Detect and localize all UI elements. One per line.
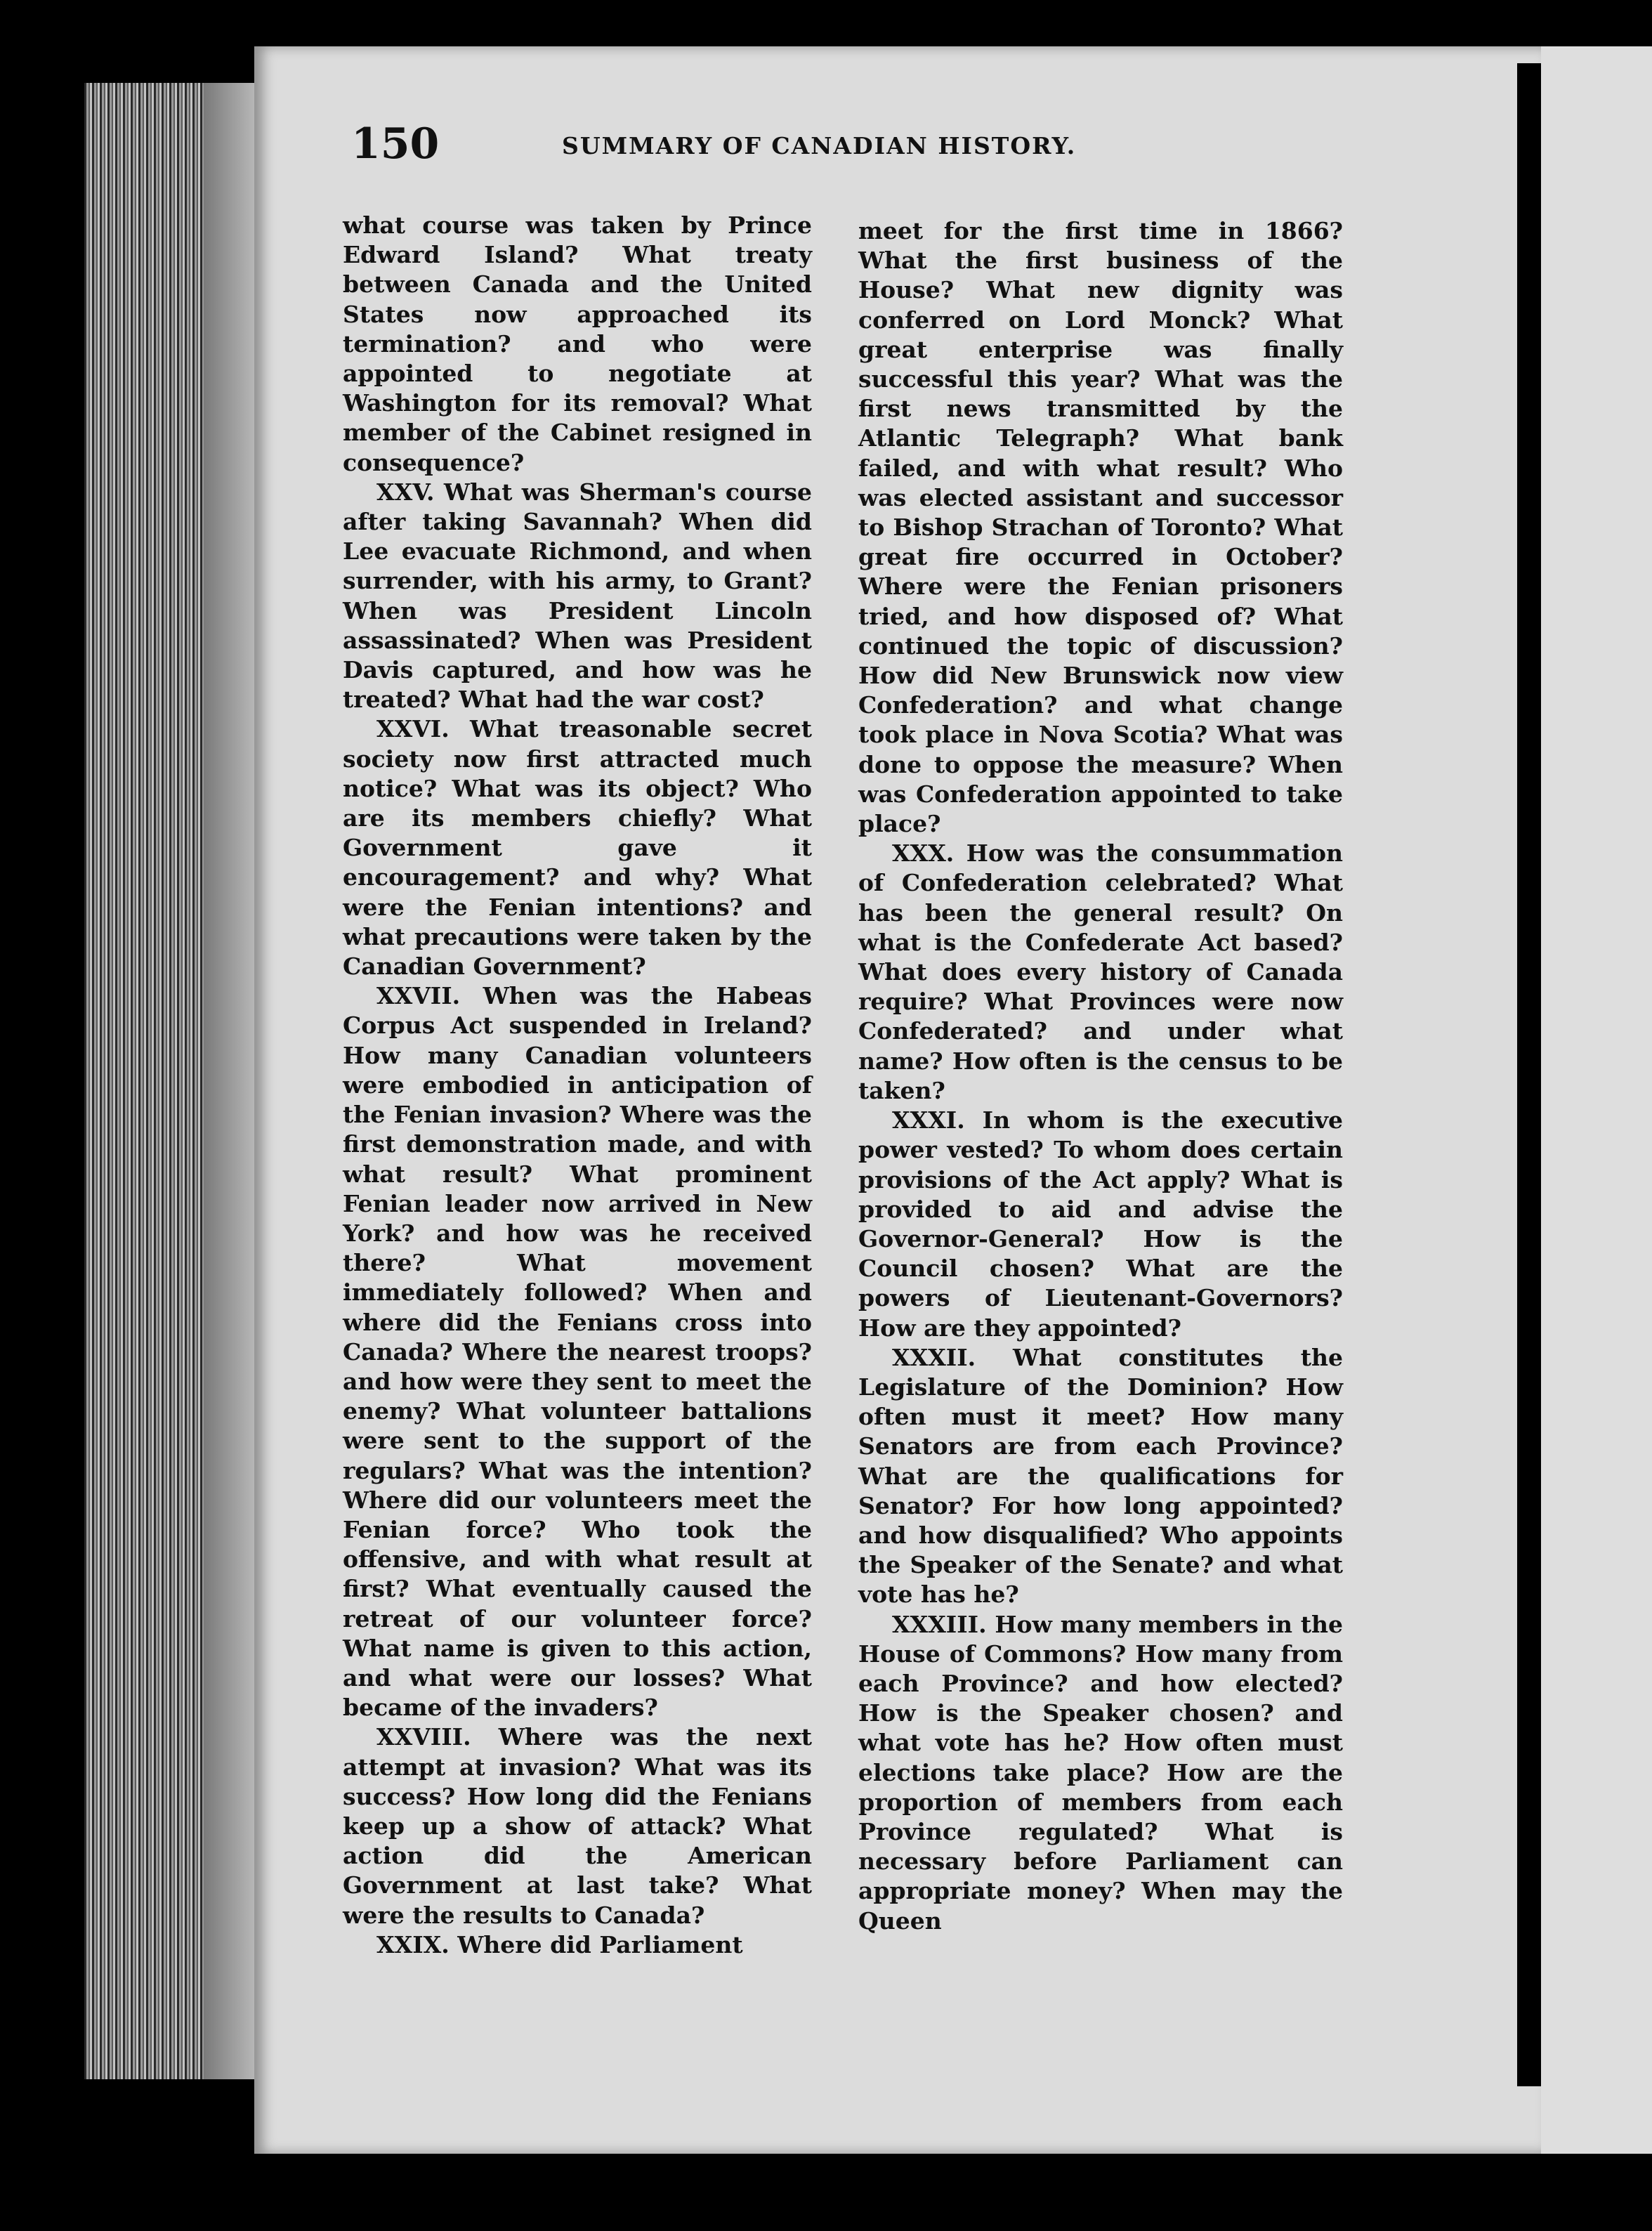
text-column-left bbox=[343, 211, 812, 1960]
section-xxxi: XXXI. In whom is the executive power vested? To whom does certain provisions of the Act apply? What is provided to aid and advise the Governor-General? How is the Council chosen? What are the powers of Lieutenant-Governors? How are they appointed? bbox=[858, 1106, 1343, 1342]
section-xxvi: XXVI. What treasonable secret society now first attracted much notice? What was its object? Who are its members chiefly? What Government gave it encouragement? and why? What were the Fenian intentions? and what precautions were taken by the Canadian Government? bbox=[343, 715, 812, 981]
section-xxix: XXIX. Where did Parliament bbox=[376, 1930, 743, 1958]
text-column-right bbox=[858, 216, 1343, 1936]
paragraph-continuation: what course was taken by Prince Edward Island? What treaty between Canada and the United States now approached its termination? and who were appointed to negotiate at Washington for its removal? What member of the Cabinet resigned in consequence? bbox=[343, 211, 812, 476]
section-xxv: XXV. What was Sherman's course after taking Savannah? When did Lee evacuate Richmond, and when surrender, with his army, to Grant? When was President Lincoln assassinated? When was President Davis captured, and how was he treated? What had the war cost? bbox=[343, 478, 812, 714]
facing-page-edge bbox=[1541, 46, 1652, 2154]
running-title: SUMMARY OF CANADIAN HISTORY. bbox=[562, 132, 1077, 159]
page-number: 150 bbox=[351, 119, 440, 169]
section-xxxiii: XXXIII. How many members in the House of Commons? How many from each Province? and how elected? How is the Speaker chosen? and what vote has he? How often must elections take place? How are the proportion of members from each Province regulated? What is necessary before Parliament can appropriate money? When may the Queen bbox=[858, 1610, 1343, 1935]
section-xxviii: XXVIII. Where was the next attempt at invasion? What was its success? How long did the Fenians keep up a show of attack? What action did the American Government at last take? What were the results to Canada? bbox=[343, 1723, 812, 1929]
running-head bbox=[351, 119, 1166, 169]
paragraph-continuation: meet for the first time in 1866? What the first business of the House? What new dignity was conferred on Lord Monck? What great enterprise was finally successful this year? What was the first news transmitted by the Atlantic Telegraph? What bank failed, and with what result? Who was elected assistant and successor to Bishop Strachan of Toronto? What great fire occurred in October? Where were the Fenian prisoners tried, and how disposed of? What continued the topic of discussion? How did New Brunswick now view Confederation? and what change took place in Nova Scotia? What was done to oppose the measure? When was Confederation appointed to take place? bbox=[858, 217, 1343, 838]
section-xxx: XXX. How was the consummation of Confederation celebrated? What has been the general result? On what is the Confederate Act based? What does every history of Canada require? What Provinces were now Confederated? and under what name? How often is the census to be taken? bbox=[858, 839, 1343, 1104]
section-xxvii: XXVII. When was the Habeas Corpus Act suspended in Ireland? How many Canadian volunteers were embodied in anticipation of the Fenian invasion? Where was the first demonstration made, and with what result? What prominent Fenian leader now arrived in New York? and how was he received there? What movement immediately followed? When and where did the Fenians cross into Canada? Where the nearest troops? and how were they sent to meet the enemy? What volunteer battalions were sent to the support of the regulars? What was the intention? Where did our volunteers meet the Fenian force? Who took the offensive, and with what result at first? What eventually caused the retreat of our volunteer force? What name is given to this action, and what were our losses? What became of the invaders? bbox=[343, 982, 812, 1722]
section-xxxii: XXXII. What constitutes the Legislature of the Dominion? How often must it meet? How many Senators are from each Province? What are the qualifications for Senator? For how long appointed? and how disqualified? Who appoints the Speaker of the Senate? and what vote has he? bbox=[858, 1343, 1343, 1609]
book-gutter bbox=[1517, 63, 1541, 2086]
book-page-edges bbox=[84, 83, 260, 2079]
